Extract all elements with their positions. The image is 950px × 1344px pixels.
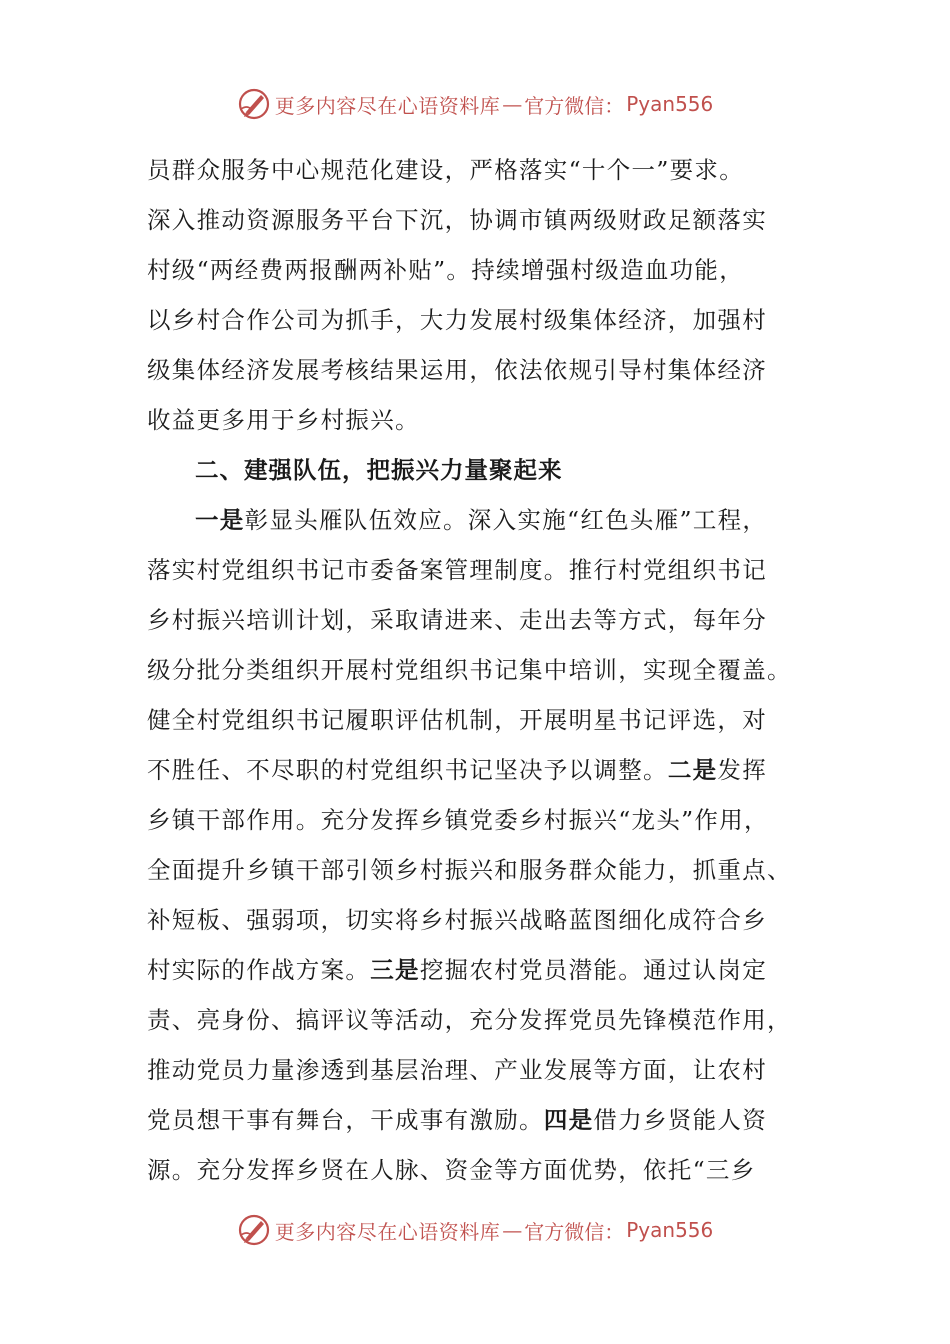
item-marker: 一是 (195, 506, 245, 534)
watermark-site-name: 更多内容尽在心语资料库 (274, 93, 501, 118)
watermark-dash: — (502, 92, 523, 116)
watermark-official-label: 官方微信： (524, 93, 625, 118)
text-line: 全面提升乡镇干部引领乡村振兴和服务群众能力，抓重点、 (147, 856, 792, 884)
text-span: 党员想干事有舞台，干成事有激励。 (147, 1106, 544, 1134)
footer-watermark (0, 1210, 950, 1250)
text-line: 乡镇干部作用。充分发挥乡镇党委乡村振兴“龙头”作用， (147, 806, 769, 834)
text-line: 级分批分类组织开展村党组织书记集中培训，实现全覆盖。 (147, 656, 792, 684)
text-line: 推动党员力量渗透到基层治理、产业发展等方面，让农村 (147, 1056, 767, 1084)
text-span: 发挥 (717, 756, 768, 784)
text-line (147, 1095, 807, 1145)
text-line: 源。充分发挥乡贤在人脉、资金等方面优势，依托“三乡 (147, 1156, 756, 1184)
pen-logo-icon (237, 1213, 271, 1247)
text-line: 乡村振兴培训计划，采取请进来、走出去等方式，每年分 (147, 606, 767, 634)
text-line: 员群众服务中心规范化建设，严格落实“十个一”要求。 (147, 156, 745, 184)
item-marker: 四是 (543, 1106, 594, 1134)
text-line: 深入推动资源服务平台下沉，协调市镇两级财政足额落实 (147, 206, 767, 234)
text-line (147, 495, 807, 545)
watermark-wechat-id: Pyan556 (626, 92, 714, 116)
text-line: 以乡村合作公司为抓手，大力发展村级集体经济，加强村 (147, 306, 767, 334)
header-watermark (0, 84, 950, 124)
item-marker: 三是 (370, 956, 420, 984)
text-span: 挖掘农村党员潜能。通过认岗定 (419, 956, 768, 984)
text-span: 不胜任、不尽职的村党组织书记坚决予以调整。 (147, 756, 668, 784)
text-line: 健全村党组织书记履职评估机制，开展明星书记评选，对 (147, 706, 767, 734)
text-span: 村实际的作战方案。 (147, 956, 371, 984)
document-body (147, 145, 807, 1195)
watermark-official-label: 官方微信： (524, 1219, 625, 1244)
text-line (147, 945, 807, 995)
text-line: 落实村党组织书记市委备案管理制度。推行村党组织书记 (147, 556, 767, 584)
text-line: 收益更多用于乡村振兴。 (147, 406, 420, 434)
section-heading: 二、建强队伍，把振兴力量聚起来 (195, 456, 563, 484)
text-line: 责、亮身份、搞评议等活动，充分发挥党员先锋模范作用， (147, 1006, 792, 1034)
text-span: 彰显头雁队伍效应。深入实施“红色头雁”工程， (244, 506, 768, 534)
pen-logo-icon (237, 87, 271, 121)
text-line (147, 745, 807, 795)
text-line: 级集体经济发展考核结果运用，依法依规引导村集体经济 (147, 356, 767, 384)
watermark-site-name: 更多内容尽在心语资料库 (274, 1219, 501, 1244)
item-marker: 二是 (667, 756, 718, 784)
text-line: 补短板、强弱项，切实将乡村振兴战略蓝图细化成符合乡 (147, 906, 767, 934)
text-line: 村级“两经费两报酬两补贴”。持续增强村级造血功能， (147, 256, 745, 284)
text-span: 借力乡贤能人资 (593, 1106, 768, 1134)
watermark-dash: — (502, 1218, 523, 1242)
watermark-wechat-id: Pyan556 (626, 1218, 714, 1242)
